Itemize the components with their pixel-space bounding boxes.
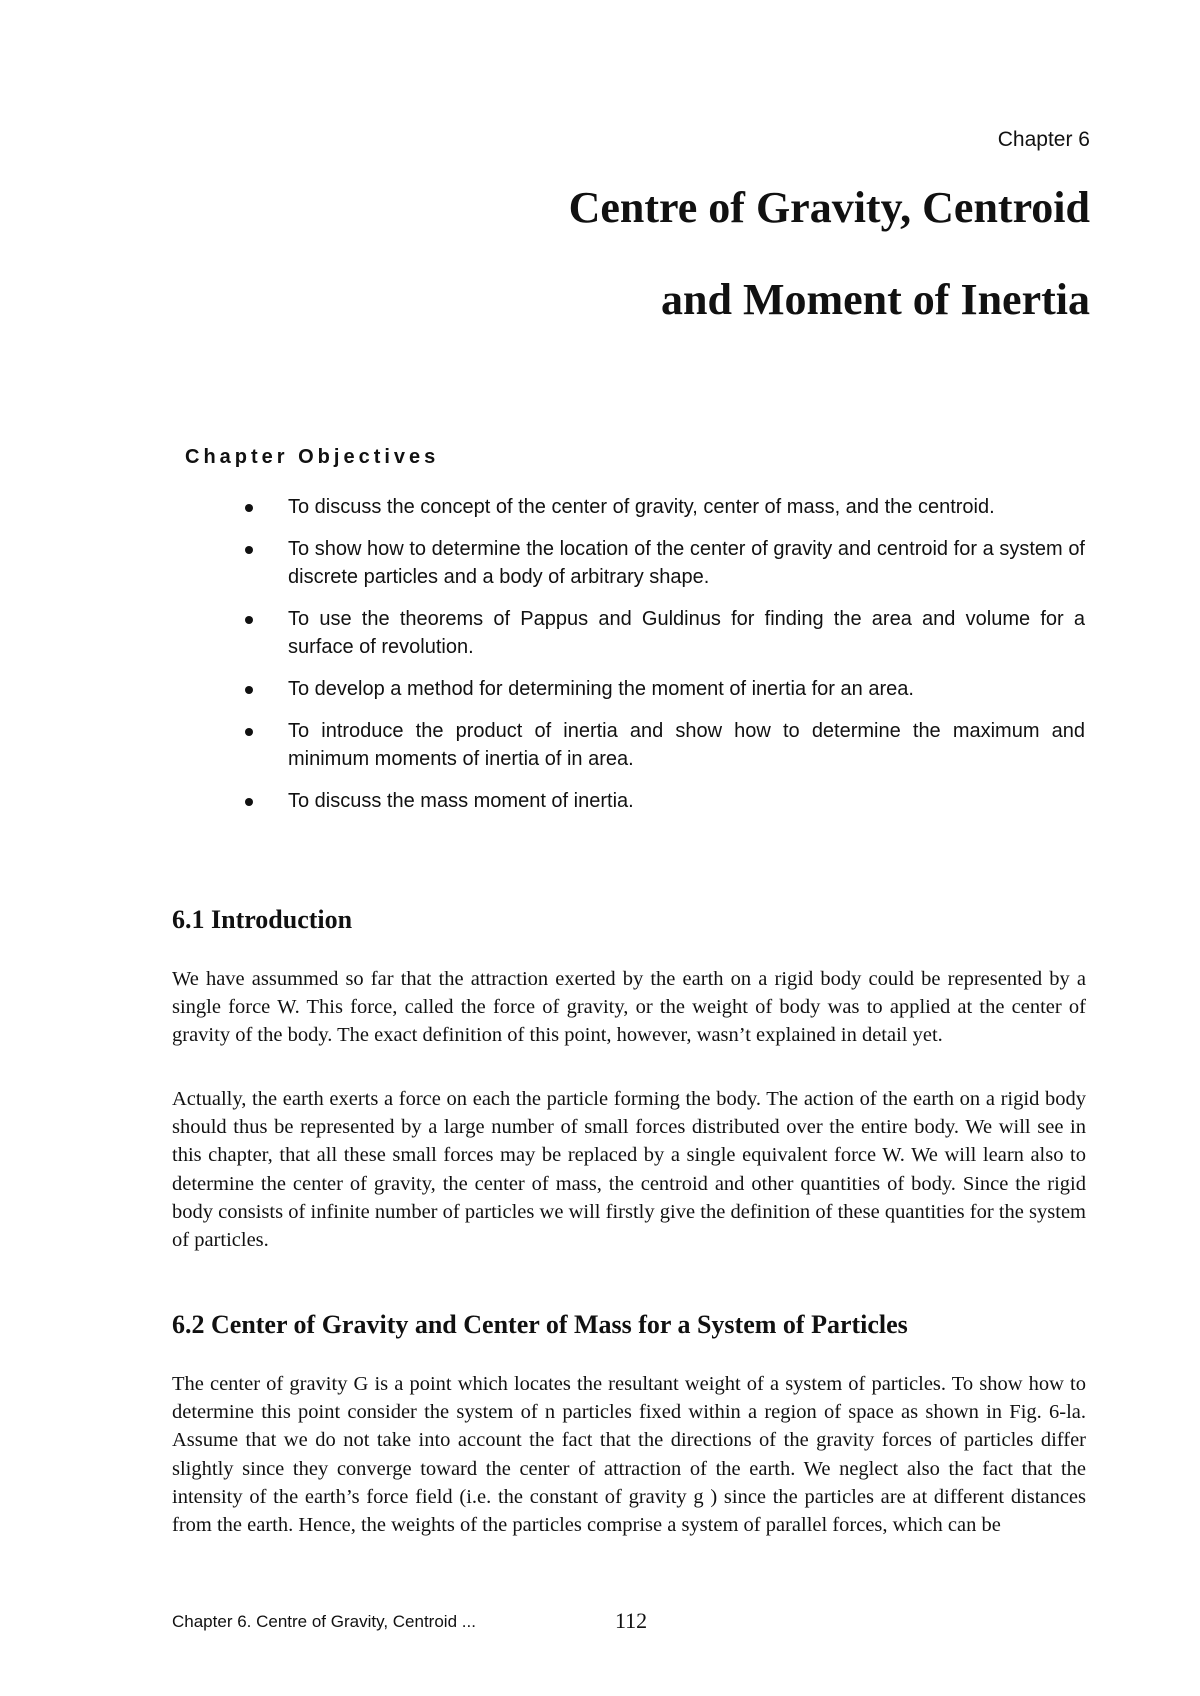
objective-text: To develop a method for determining the moment of inertia for an area. <box>288 678 914 700</box>
section-heading-introduction: 6.1 Introduction <box>172 905 353 934</box>
bullet-icon <box>245 504 253 512</box>
paragraph: The center of gravity G is a point which locates the resultant weight of a system of particles. To show how to determine this point consider the system of n particles fixed within a region of space as shown in Fig. 6-la. Assume that we do not take into account the fact that the directions of the gravity forces of particles differ slightly since they converge toward the center of attraction of the earth. We neglect also the fact that the intensity of the earth’s force field (i.e. the constant of gravity g ) since the particles are at different distances from the earth. Hence, the weights of the particles comprise a system of parallel forces, which can be <box>172 1373 1086 1537</box>
chapter-title-line-2: and Moment of Inertia <box>661 275 1090 324</box>
objectives-list <box>245 493 1085 829</box>
paragraph: Actually, the earth exerts a force on each the particle forming the body. The action of the earth on a rigid body should thus be represented by a large number of small forces distributed over the entire body. We will see in this chapter, that all these small forces may be replaced by a single equivalent force W. We will learn also to determine the center of gravity, the center of mass, the centroid and other quantities of body. Since the rigid body consists of infinite number of particles we will firstly give the definition of these quantities for the system of particles. <box>172 1088 1086 1252</box>
bullet-icon <box>245 686 253 694</box>
list-item <box>245 535 1085 591</box>
objective-text: To discuss the concept of the center of gravity, center of mass, and the centroid. <box>288 496 995 518</box>
list-item <box>245 493 1085 521</box>
chapter-label: Chapter 6 <box>997 128 1090 151</box>
bullet-icon <box>245 798 253 806</box>
page-number: 112 <box>615 1608 648 1633</box>
list-item <box>245 717 1085 773</box>
objective-text: To discuss the mass moment of inertia. <box>288 790 634 812</box>
running-footer-title: Chapter 6. Centre of Gravity, Centroid ... <box>172 1612 476 1631</box>
objectives-heading: Chapter Objectives <box>185 446 440 468</box>
objective-text: To show how to determine the location of the center of gravity and centroid for a system of discrete particles and a body of arbitrary shape. <box>288 538 1085 588</box>
paragraph: We have assummed so far that the attraction exerted by the earth on a rigid body could be represented by a single force W. This force, called the force of gravity, or the weight of body was to applied at the center of gravity of the body. The exact definition of this point, however, wasn’t explained in detail yet. <box>172 968 1086 1047</box>
bullet-icon <box>245 728 253 736</box>
list-item <box>245 787 1085 815</box>
objective-text: To introduce the product of inertia and show how to determine the maximum and minimum moments of inertia of in area. <box>288 720 1085 770</box>
section-heading-center-of-gravity: 6.2 Center of Gravity and Center of Mass for a System of Particles <box>172 1310 908 1339</box>
list-item <box>245 605 1085 661</box>
bullet-icon <box>245 546 253 554</box>
chapter-title-line-1: Centre of Gravity, Centroid <box>568 183 1090 232</box>
list-item <box>245 675 1085 703</box>
bullet-icon <box>245 616 253 624</box>
objective-text: To use the theorems of Pappus and Guldinus for finding the area and volume for a surface of revolution. <box>288 608 1085 658</box>
